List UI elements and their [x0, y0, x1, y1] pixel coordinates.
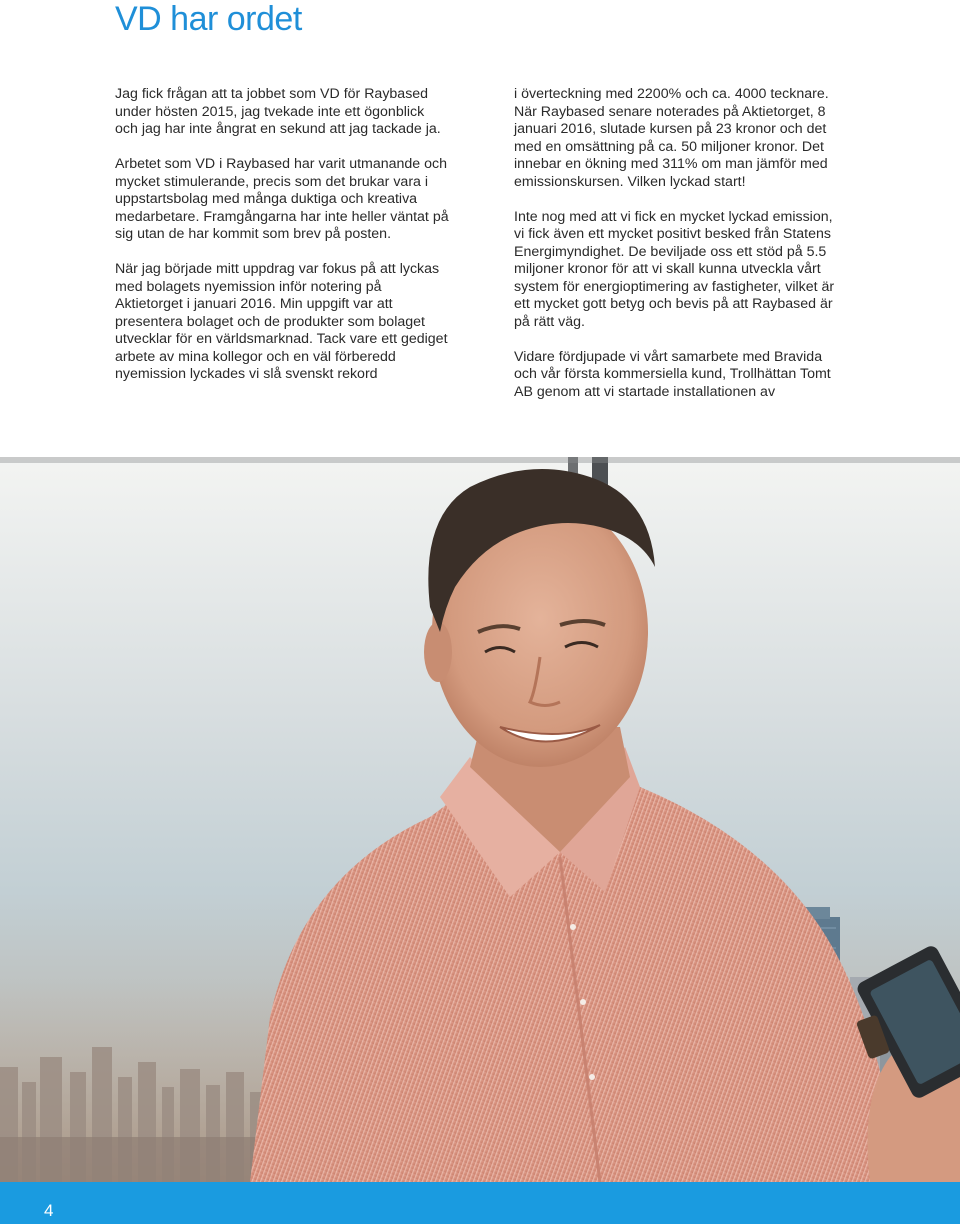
paragraph: Vidare fördjupade vi vårt samarbete med Bravida och vår första kommersiella kund, Trollhättan Tomt AB genom att vi startade installationen av — [514, 348, 831, 400]
article-column-right — [514, 86, 844, 419]
article-column-left — [115, 86, 450, 401]
page-number: 4 — [44, 1201, 54, 1220]
paragraph: När jag började mitt uppdrag var fokus på att lyckas med bolagets nyemission inför notering på Aktietorget i januari 2016. Min uppgift var att presentera bolaget och de produkter som bolaget utvecklar för en världsmarknad. Tack vare ett gediget arbete av mina kollegor och en väl förberedd nyemission lyckades vi slå svenskt rekord — [115, 261, 448, 382]
paragraph: Jag fick frågan att ta jobbet som VD för Raybased under hösten 2015, jag tvekade inte ett ögonblick och jag har inte ångrat en sekund att jag tackade ja. — [115, 86, 441, 137]
paragraph: Inte nog med att vi fick en mycket lyckad emission, vi fick även ett mycket positivt besked från Statens Energimyndighet. De beviljade oss ett stöd på 5.5 miljoner kronor för att vi skall kunna utveckla vårt system för energioptimering av fastigheter, vilket är ett mycket gott betyg och bevis på att Raybased är på rätt väg. — [514, 208, 835, 330]
ceo-portrait-photo — [0, 457, 960, 1182]
paragraph: i överteckning med 2200% och ca. 4000 tecknare. När Raybased senare noterades på Aktietorget, 8 januari 2016, slutade kursen på 23 kronor och det med en omsättning på ca. 50 miljoner kronor. Det innebar en ökning med 311% om man jämför med emissionskursen. Vilken lyckad start! — [514, 86, 829, 190]
page-title: VD har ordet — [115, 0, 302, 38]
footer-bar — [0, 1182, 960, 1224]
paragraph: Arbetet som VD i Raybased har varit utmanande och mycket stimulerande, precis som det brukar vara i uppstartsbolag med många duktiga och kreativa medarbetare. Framgångarna har inte heller väntat på sig utan de har kommit som brev på posten. — [115, 156, 449, 242]
